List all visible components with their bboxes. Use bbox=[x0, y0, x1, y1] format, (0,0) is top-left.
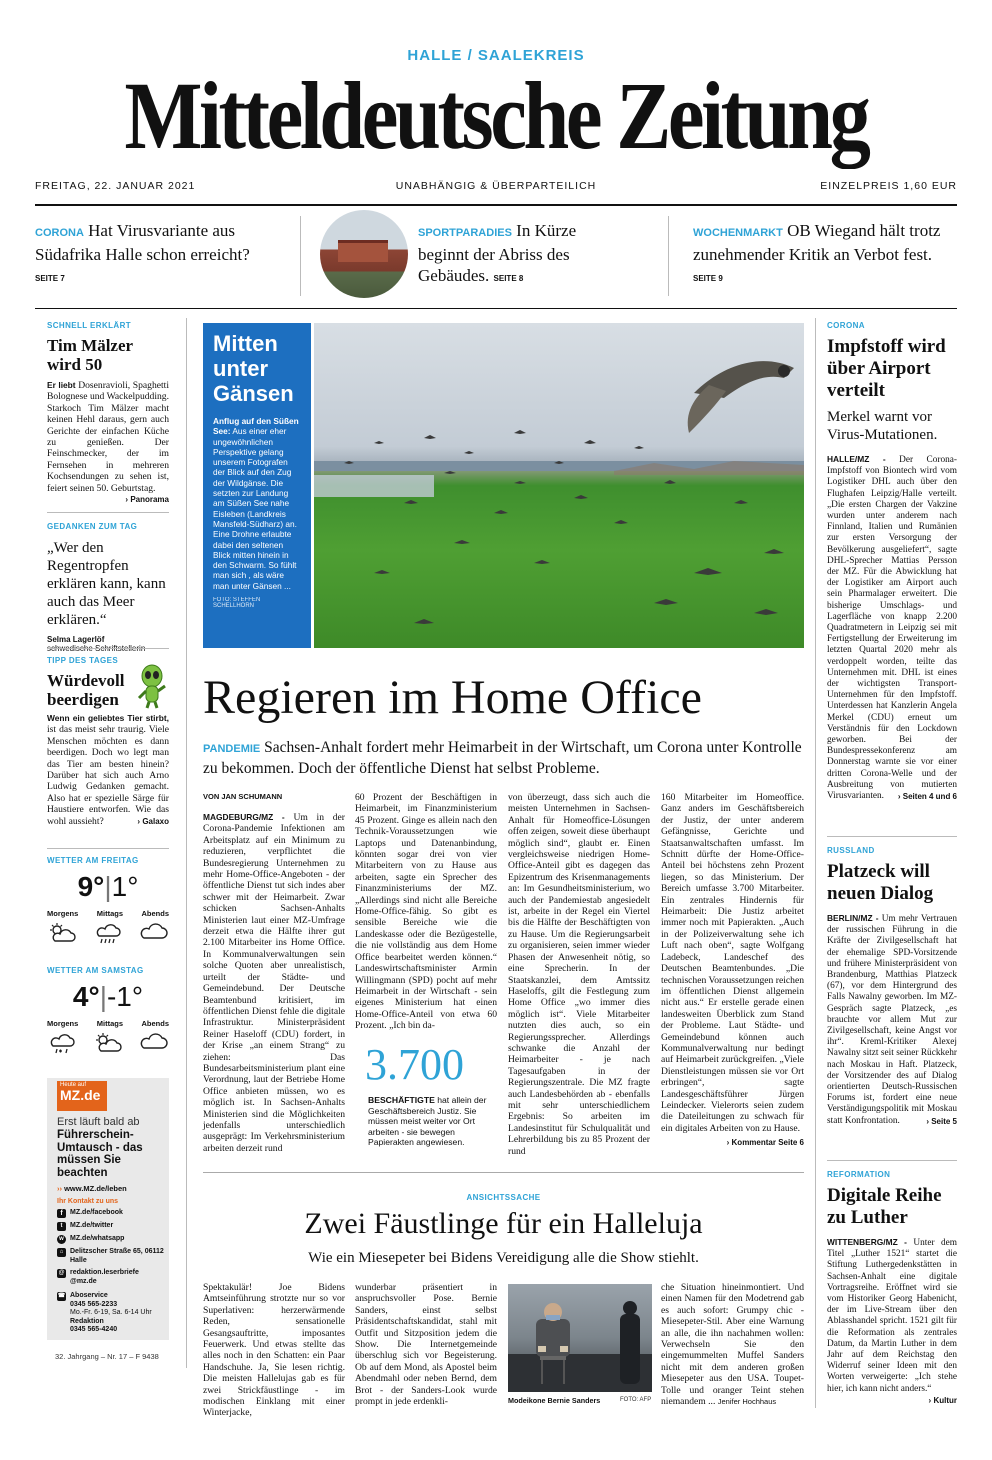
section-kicker: TIPP DES TAGES bbox=[47, 656, 119, 665]
fact-number: 3.700 bbox=[365, 1040, 464, 1089]
lead-kicker: PANDEMIE bbox=[203, 743, 261, 755]
temperature-low: 1° bbox=[111, 871, 139, 902]
imprint-line: 32. Jahrgang – Nr. 17 – F 9438 bbox=[55, 1352, 159, 1361]
column-text: 160 Mitarbeiter im Homeoffice. Ganz anders im Geschäftsbereich der Justiz, der unter anderem Gefängnisse, Gerichte und Staatsanwaltschaften umfasst. Im Schnitt dürfte der Home-Office-Anteil bei höchstens zehn Prozent liegen, so das Ministerium. Der Bereich umfasse 3.700 Mitarbeiter. Ein zentrales Hindernis für Heimarbeit: Die Justiz arbeitet immer noch mit Papierakten. „Auch in der Polizeiverwaltung sehe ich Luft nach oben“, sagte Wolfgang Ladebeck, Landeschef des Deutschen Beamtenbundes. „Die technischen Voraussetzungen reichen im öffentlichen Dienst allgemein nicht aus.“ Er erstelle gerade einen landesweiten Überblick zum Stand der Probleme. Laut Städte- und Gemeindebund können auch Kommunalverwaltung nur bedingt auf Heimarbeit zurückgreifen. „Viele Dienstleistungen müssen sie vor Ort erbringen“, sagte Landesgeschäftsführer Jürgen Leindecker. Vielerorts seien zudem die Dateileitungen zu schwach für ein digitales Arbeiten von zu Hause. bbox=[661, 792, 804, 1134]
section-divider bbox=[47, 648, 169, 649]
section-kicker: REFORMATION bbox=[827, 1170, 891, 1179]
tipp-des-tages: TIPP DES TAGES Würdevoll beerdigen Wenn ein geliebtes Tier stirbt, ist das meist sehr traurig. Viele Menschen möchten es dann beerdigen. Doch wo legt man das Tier am besten hinein? Darüber hat sich auch Arno Ludwig Gedanken gemacht. Also hat er spezielle Särge für Haustiere entworfen. Wie das wohl aussieht? › Galaxo bbox=[47, 656, 169, 827]
teaser-kicker: WOCHENMARKT bbox=[693, 227, 783, 239]
page-ref: Galaxo bbox=[142, 816, 169, 826]
gedanken-zum-tag bbox=[47, 522, 169, 653]
region-label: HALLE / SAALEKREIS bbox=[407, 47, 585, 64]
time-label: Mittags bbox=[96, 1019, 123, 1028]
page-ref[interactable]: Seite 5 bbox=[931, 1116, 957, 1126]
temperature-high: 4° bbox=[72, 981, 100, 1012]
lead-headline[interactable]: Regieren im Home Office bbox=[203, 671, 702, 724]
column-text: 60 Prozent der Beschäftigen in Heimarbeit, im Finanzministerium 45 Prozent. Ginge es allein nach den Technik-Voraussetzungen wie Laptops und Datenanbindung, könnten sogar drei von vier Mitarbeitern von zu Hause aus arbeiten, sagte ein Sprecher des Finanzministeriums der MZ. „Allerdings sind nicht alle Bereiche Home-Office-fähig. So gibt es sensible Bereiche wie die Landeskasse oder die Bezügestelle, die nie vollständig aus dem Home Office bearbeitet werden können.“ Landeswirtschaftsminister Armin Willingmann (SPD) pocht auf mehr Heimarbeit in der Wirtschaft - sein eigenes Ministerium hat einen Home-Office-Anteil von etwa 60 Prozent. „Ich bin da- bbox=[355, 792, 497, 1032]
teaser-rule bbox=[35, 308, 957, 309]
photo-title: Mitten unter Gänsen bbox=[213, 331, 294, 406]
contact-twitter[interactable]: t MZ.de/twitter bbox=[57, 1222, 167, 1231]
glosse-kicker: ANSICHTSSACHE bbox=[466, 1193, 541, 1202]
mz-logo-badge[interactable] bbox=[57, 1081, 107, 1111]
section-divider bbox=[827, 1160, 957, 1161]
teaser-divider bbox=[668, 216, 669, 296]
cloud-icon bbox=[139, 922, 169, 942]
masthead-rule bbox=[35, 204, 957, 206]
sleet-cloud-icon bbox=[47, 1032, 77, 1056]
page-ref[interactable]: Kultur bbox=[933, 1395, 957, 1405]
weather-saturday: WETTER AM SAMSTAG 4°|-1° Morgens Mittags Abends bbox=[47, 966, 169, 1076]
article-text: Der Corona-Impfstoff von Biontech wird vom Logistiker DHL auch über den Flughafen Leipzig/Halle verteilt. „Die ersten Chargen der Vakzine wurden unter anderem nach Finnland, Italien und Rumänien zur ersten Versorgung der Bevölkerung ausgeliefert“, sagte DHL-Sprecher Mattias Persson der MZ. Für die Abwicklung hat der Logistiker am Airport auch sein Pharmalager erweitert. Die bisherige Umschlags- und Lagerfläche von knapp 2.200 Quadratmetern in Leipzig sei mit Fertigstellung der Erweiterung im letzten Quartal 2020 mehr als verdoppelt worden, teilte das Unternehmen mit. DHL ist eines der wichtigsten Transport-Unternehmen für den Impfstoff. Unterdessen hat Kanzlerin Angela Merkel (CDU) erneut um Verständnis für den Lockdown geworben. Bei der Bundespressekonferenz am Donnerstag warnte sie vor einer dritten Corona-Welle und der Ausbreitung von mutierten Virusvarianten. bbox=[827, 455, 958, 802]
mail-icon: @ bbox=[58, 1270, 65, 1276]
page-ref: Panorama bbox=[130, 495, 169, 505]
article-text: ist das meist sehr traurig. Viele Menschen möchten es dann beerdigen. Doch wo legt man das Tier am besten hinein? Darüber hat sich auch Arno Ludwig Gedanken gemacht. Also hat er spezielle Särge für Haustiere entworfen. Wie das wohl aussieht? bbox=[47, 724, 169, 827]
article-title: Tim Mälzer wird 50 bbox=[47, 336, 133, 374]
glosse-column-3 bbox=[661, 1282, 804, 1412]
article-title: Würdevoll beerdigen bbox=[47, 671, 125, 709]
lead-column-4 bbox=[661, 792, 804, 1135]
contact-address: ⌂ Delitzscher Straße 65, 06112 Halle bbox=[57, 1248, 167, 1265]
comment-ref[interactable]: › Kommentar Seite 6 bbox=[726, 1138, 804, 1147]
teaser-text: Hat Virusvariante aus Südafrika Halle schon erreicht? bbox=[35, 221, 250, 264]
photo-credit: FOTO: AFP bbox=[620, 1397, 652, 1403]
column-text: Spektakulär! Joe Bidens Amtseinführung strotzte nur so vor Superlativen: herzerwärmende Reden, sensationelle Gesangsauftritte, imposantes Feuerwerk. Und etwas stellte das alles noch in den Schatten: ein Paar Handschuhe. Ja, Sie lesen richtig. Die meisten Hallelujas gab es für zwei Strickfäustlinge - im modischen Einklang mit einer Winterjacke, bbox=[203, 1282, 345, 1419]
news-reformation: REFORMATION Digitale Reihe zu Luther WITTENBERG/MZ - Unter dem Titel „Luther 1521“ startet die Stiftung Luthergedenkstätten in Sachsen-Anhalt eine digitale Vortragsreihe. Eröffnet wird sie vom Historiker Georg Habenicht, der im Live-Stream über den Ablasshandel spricht. 1521 gilt für die Reformation als zentrales Datum, da Martin Luther in dem Jahr auf dem Reichstag den Widerruf seiner Ideen mit den Worten verweigerte: „Ich stehe hier, ich kann nicht anders.“ › Kultur bbox=[827, 1170, 957, 1405]
dateline: BERLIN/MZ - bbox=[827, 913, 879, 923]
column-text: wunderbar präsentiert in anspruchsvoller Pose. Bernie Sanders, einst selbst Präsidentschaftskandidat, stahl mit Outfit und Sitzposition jedem die Show. Die Internetgemeinde überschlug sich vor Begeisterung. Ob auf dem Mond, als Apostel beim Abendmahl oder neben Bernd, dem Brot - der Sanders-Look wurde prompt in jede erdenkli- bbox=[355, 1282, 497, 1408]
page-ref[interactable]: Seiten 4 und 6 bbox=[902, 792, 957, 802]
teaser-kicker: CORONA bbox=[35, 227, 84, 239]
article-title[interactable]: Digitale Reihe zu Luther bbox=[827, 1185, 942, 1228]
photo-caption-box bbox=[203, 323, 311, 648]
service-box bbox=[47, 1078, 169, 1340]
teaser-photo bbox=[320, 210, 408, 298]
fact-lead: BESCHÄFTIGTE bbox=[368, 1095, 435, 1105]
left-column-divider bbox=[186, 318, 187, 1368]
ad-line: Erst läuft bald ab bbox=[57, 1116, 140, 1128]
whatsapp-icon: w bbox=[57, 1235, 66, 1244]
section-rule bbox=[203, 1172, 804, 1173]
photo-text: Aus einer eher ungewöhnlichen Perspektive gelang unserem Fotografen der Blick auf den Zug der Wildgänse. Die setzten zur Landung am Süßen See nahe Eisleben (Landkreis Mansfeld-Südharz) an. Eine Drohne erlaubte dabei den seltenen Blick mitten hinein in den Schwarm. So fühlt man sich , als wäre man unter Gänsen ... bbox=[213, 426, 297, 591]
article-text: Dosenravioli, Spaghetti Bolognese und Wackelpudding. Starkoch Tim Mälzer macht keinen Hehl daraus, gern auch Gerichte der einfachen Küche zu genießen. Der Feinschmecker, der im Fernsehen in mehreren Kochsendungen zu sehen ist, feiert seinen 50. Geburtstag. bbox=[47, 380, 169, 494]
weather-friday: WETTER AM FREITAG 9°|1° Morgens Mittags Abends bbox=[47, 856, 169, 966]
badge-top: Heute auf bbox=[60, 1082, 87, 1088]
cloud-icon bbox=[139, 1032, 169, 1052]
news-corona: CORONA Impfstoff wird über Airport verteilt Merkel warnt vor Virus-Mutationen. HALLE/MZ - Der Corona-Impfstoff von Biontech wird vom Logistiker DHL auch über den Flughafen Leipzig/Halle verteilt. „Die ersten Chargen der Vakzine wurden unter anderem nach Finnland, Italien und Rumänien zur ersten Versorgung der Bevölkerung ausgeliefert“, sagte DHL-Sprecher Mattias Persson der MZ. Für die Abwicklung hat der Logistiker am Airport auch sein Pharmalager erweitert. Die bisherige Umschlags- und Lagerfläche von knapp 2.200 Quadratmetern in Leipzig sei mit Fertigstellung der Erweiterung im letzten Quartal 2020 mehr als verdoppelt worden, teilte das Unternehmen mit. DHL ist eines der wichtigsten Transport-Unternehmen für den Impfstoff. Unterdessen hat Kanzlerin Angela Merkel (CDU) erneut um Verständnis für den Lockdown geworben. Bei der Bundespressekonferenz am Donnerstag warnte sie vor einer dritten Corona-Welle und der Ausbreitung von mutierten Virusvarianten. › Seiten 4 und 6 bbox=[827, 321, 958, 802]
dateline: WITTENBERG/MZ - bbox=[827, 1237, 907, 1247]
photo-caption: Modeikone Bernie Sanders bbox=[508, 1396, 601, 1405]
rain-cloud-icon bbox=[93, 922, 123, 946]
column-text: Um in der Corona-Pandemie Infektionen am Arbeitsplatz auf ein Minimum zu reduzieren, verpflichtet die Bundesregierung Unternehmen zu mehr Home-Office-Angeboten - der öffentliche Dienst tut sich indes aber schwer mit der Heimarbeit. Zwar schicken Sachsen-Anhalts Ministerien laut einer MZ-Umfrage derzeit etwa die Hälfte ihrer gut 2.100 Mitarbeiter ins Home Office. In Kommunalverwaltungen sein solche Quoten aber unrealistisch, urteilt der Städte- und Gemeindebund. Der Deutsche Beamtenbund kritisiert, im öffentlichen Dienst fehle die digitale Infrastruktur. Ministerpräsident Reiner Haseloff (CDU) fordert, in der Krise „an einem Strang“ zu ziehen: Das Bundesarbeitsministerium plant eine Verordnung, laut der Betriebe Home Office anbieten müssen, wo es möglich ist. In Sachsen-Anhalts Ministerien sind die Möglichkeiten jedenfalls unterschiedlich ausgeprägt: Im Verkehrsministerium arbeiten derzeit rund bbox=[203, 812, 345, 1154]
byline: VON JAN SCHUMANN bbox=[203, 792, 283, 801]
schnell-erklaert: SCHNELL ERKLÄRT Tim Mälzer wird 50 Er liebt Dosenravioli, Spaghetti Bolognese und Wackelpudding. Starkoch Tim Mälzer macht keinen Hehl daraus, gern auch Gerichte der einfachen Küche zu genießen. Der Feinschmecker, der im Fernsehen in mehreren Kochsendungen zu sehen ist, feiert seinen 50. Geburtstag. › Panorama bbox=[47, 321, 169, 505]
lead-column-2 bbox=[355, 792, 497, 1032]
motto: UNABHÄNGIG & ÜBERPARTEILICH bbox=[395, 180, 597, 192]
dateline: HALLE/MZ - bbox=[827, 454, 886, 464]
section-kicker: CORONA bbox=[827, 321, 865, 330]
teaser-ref: SEITE 9 bbox=[693, 274, 723, 283]
contact-heading: Ihr Kontakt zu uns bbox=[57, 1198, 119, 1205]
time-label: Morgens bbox=[47, 909, 79, 918]
temperature-low: -1° bbox=[106, 981, 144, 1012]
lead-column-3 bbox=[508, 792, 650, 1157]
section-divider bbox=[47, 512, 169, 513]
sun-cloud-icon bbox=[47, 922, 77, 944]
lead-column-1 bbox=[203, 812, 345, 1157]
quote: „Wer den Regentropfen erklären kann, kann auch das Meer erklären.“ bbox=[47, 540, 166, 628]
fact-box bbox=[368, 1095, 498, 1148]
phone-icon: ☎ bbox=[57, 1293, 66, 1299]
contact-email[interactable]: @ redaktion.leserbriefe @mz.de bbox=[58, 1269, 139, 1285]
section-divider bbox=[47, 848, 169, 849]
article-text: Unter dem Titel „Luther 1521“ startet die Stiftung Luthergedenkstätten in Sachsen-Anhalt eine digitale Vortragsreihe. Eröffnet wird sie vom Historiker Georg Habenicht, der im Live-Stream über den Ablasshandel spricht. 1521 gilt für die Reformation als zentrales Datum, da Martin Luther in dem Jahr auf dem Reichstag den Widerruf seiner Ideen mit den Worten verweigerte: „Ich stehe hier, ich kann nicht anders.“ bbox=[827, 1238, 957, 1394]
article-title[interactable]: Impfstoff wird über Airport verteilt bbox=[827, 336, 946, 401]
ad-headline[interactable]: Führerschein-Umtausch - das müssen Sie beachten bbox=[57, 1129, 143, 1179]
glosse-column-2 bbox=[355, 1282, 497, 1412]
section-kicker: GEDANKEN ZUM TAG bbox=[47, 522, 138, 531]
quote-author: Selma Lagerlöf bbox=[47, 635, 105, 644]
glosse-headline[interactable]: Zwei Fäustlinge für ein Halleluja bbox=[304, 1207, 703, 1240]
teaser-corona[interactable] bbox=[35, 220, 275, 289]
teaser-text: In Kürze beginnt der Abriss des Gebäudes. bbox=[418, 221, 577, 285]
twitter-icon: t bbox=[57, 1222, 66, 1231]
article-text: Um mehr Vertrauen der russischen Führung in die Kräfte der Zivilgesellschaft hat der ehemalige SPD-Vorsitzende und frühere Ministerpräsident von Brandenburg, Matthias Platzeck (67), vor dem Hintergrund des Falls Nawalny geworben. Im MZ-Gespräch sagte Platzeck, „es brauchte vor allem Mut zur Zivilgesellschaft, keine Angst vor ihr“. Kreml-Kritiker Alexej Nawalny sitzt seit seiner Rückkehr nach Moskau in Haft. Platzeck, der Vorsitzender des auf Dialog orientierten Deutsch-Russischen Forums ist, fordert eine neue Verständigungspolitik mit Moskau statt Konfrontation. bbox=[827, 914, 957, 1126]
section-divider bbox=[827, 836, 957, 837]
sun-cloud-icon bbox=[93, 1032, 123, 1054]
newspaper-title: Mitteldeutsche Zeitung bbox=[124, 62, 868, 169]
glosse-subheadline: Wie ein Miesepeter bei Bidens Vereidigung alle die Show stiehlt. bbox=[308, 1250, 699, 1266]
lead-in: Wenn ein geliebtes Tier stirbt, bbox=[47, 713, 169, 723]
section-kicker: SCHNELL ERKLÄRT bbox=[47, 321, 132, 330]
teaser-ref: SEITE 8 bbox=[493, 274, 524, 283]
news-russland: RUSSLAND Platzeck will neuen Dialog BERLIN/MZ - Um mehr Vertrauen der russischen Führung in die Kräfte der Zivilgesellschaft hat der ehemalige SPD-Vorsitzende und frühere Ministerpräsident von Brandenburg, Matthias Platzeck (67), vor dem Hintergrund des Falls Nawalny geworben. Im MZ-Gespräch sagte Platzeck, „es brauchte vor allem Mut zur Zivilgesellschaft, keine Angst vor ihr“. Kreml-Kritiker Alexej Nawalny sitzt seit seiner Rückkehr nach Moskau in Haft. Platzeck, der Vorsitzender des auf Dialog orientierten Deutsch-Russischen Forums ist, fordert eine neue Verständigungspolitik mit Moskau statt Konfrontation. › Seite 5 bbox=[827, 846, 957, 1126]
teaser-divider bbox=[300, 216, 301, 296]
right-column-divider bbox=[815, 318, 816, 1408]
time-label: Morgens bbox=[47, 1019, 79, 1028]
alien-mascot-icon bbox=[137, 664, 167, 708]
glosse-column-1 bbox=[203, 1282, 345, 1419]
photo-credit: FOTO: STEFFEN SCHELLHORN bbox=[213, 597, 261, 610]
time-label: Abends bbox=[141, 909, 169, 918]
issue-date: FREITAG, 22. JANUAR 2021 bbox=[35, 180, 196, 192]
section-kicker: WETTER AM FREITAG bbox=[47, 856, 139, 865]
lead-sub-text: Sachsen-Anhalt fordert mehr Heimarbeit in der Wirtschaft, um Corona unter Kontrolle zu bekommen. Doch der öffentliche Dienst hat selbst Probleme. bbox=[203, 739, 802, 777]
dateline: MAGDEBURG/MZ - bbox=[203, 812, 285, 822]
teaser-ref: SEITE 7 bbox=[35, 274, 65, 283]
article-subtitle: Merkel warnt vor Virus-Mutationen. bbox=[827, 409, 938, 443]
photo-lead: Anflug auf den Süßen See: bbox=[213, 416, 299, 437]
section-kicker: RUSSLAND bbox=[827, 846, 875, 855]
teaser-sportparadies[interactable] bbox=[418, 220, 628, 289]
teaser-text: OB Wiegand hält trotz zunehmender Kritik an Verbot fest. bbox=[693, 221, 941, 264]
temperature-high: 9° bbox=[77, 871, 105, 902]
sanders-photo bbox=[508, 1284, 652, 1392]
glosse-author: Jenifer Hochhaus bbox=[717, 1397, 777, 1407]
lead-subheadline bbox=[203, 738, 804, 778]
geese-photo bbox=[314, 323, 804, 648]
facebook-icon: f bbox=[57, 1209, 66, 1218]
column-text: von überzeugt, dass sich auch die meisten Unternehmen in Sachsen-Anhalt für Homeoffice-Lösungen offen zeigen, soweit diese überhaupt möglich sind“, glaubt er. Einen vergleichsweise niedrigen Home-Office-Anteil gibt es dagegen das Epizentrum des Krisenmanagements an: Im Gesundheitsministerium, wo auch der Pandemiestab angesiedelt ist, arbeite in der Regel ein Viertel bis die Hälfte der Beschäftigten von zu Hause. Um die Regierungsarbeit zu organisieren, seien immer wieder Phasen der Anwesenheit nötig, so eine Sprecherin. In der Staatskanzlei, dem Amtssitz Haseloffs, gilt die Festlegung zum Home Office „wo immer dies möglich ist“. Viele Mitarbeiter nutzten dies auch, so ein Regierungssprecher. Allerdings schwanke die Anzahl der Heimarbeiter - je nach Tagesaufgaben in der Regierungszentrale. Die MZ fragte auch Landesbehörden ab - ebenfalls mit sehr unterschiedlichem Ergebnis: So arbeiten im Landesinstitut für Schulqualität und Lehrerbildung bis zu 85 Prozent der rund bbox=[508, 792, 650, 1157]
fact-text: hat allein der Geschäftsbereich Justiz. Sie müssen meist weiter vor Ort arbeiten - sie bewegen Papierakten angewiesen. bbox=[368, 1095, 487, 1147]
contact-facebook[interactable]: f MZ.de/facebook bbox=[57, 1209, 167, 1218]
article-title[interactable]: Platzeck will neuen Dialog bbox=[827, 861, 934, 904]
price: EINZELPREIS 1,60 EUR bbox=[820, 180, 957, 192]
teaser-wochenmarkt[interactable] bbox=[693, 220, 955, 289]
ad-link[interactable]: ›› www.MZ.de/leben bbox=[57, 1184, 127, 1193]
time-label: Abends bbox=[141, 1019, 169, 1028]
contact-phone[interactable]: ☎ Aboservice 0345 565-2233 Mo.-Fr. 6-19, Sa. 6-14 Uhr Redaktion 0345 565-4240 bbox=[57, 1292, 152, 1333]
badge-text: MZ.de bbox=[60, 1087, 101, 1103]
location-pin-icon: ⌂ bbox=[57, 1248, 66, 1257]
teaser-kicker: SPORTPARADIES bbox=[418, 227, 512, 239]
contact-whatsapp[interactable]: w MZ.de/whatsapp bbox=[57, 1235, 167, 1244]
time-label: Mittags bbox=[96, 909, 123, 918]
column-text: che Situation hineinmontiert. Und einen Namen für den Modetrend gab es auch sofort: Grumpy chic - Miesepeter-Stil. Aber eine Warnung an alle, die ihn nachahmen wollen: Verwechseln Sie den eingemummelten Muffel Sanders nicht mit dem anderen großen Miesepeter aus den USA. Toupet-Tolle und oranger Teint stehen niemandem ... bbox=[661, 1282, 804, 1408]
lead-in: Er liebt bbox=[47, 380, 76, 390]
section-kicker: WETTER AM SAMSTAG bbox=[47, 966, 144, 975]
